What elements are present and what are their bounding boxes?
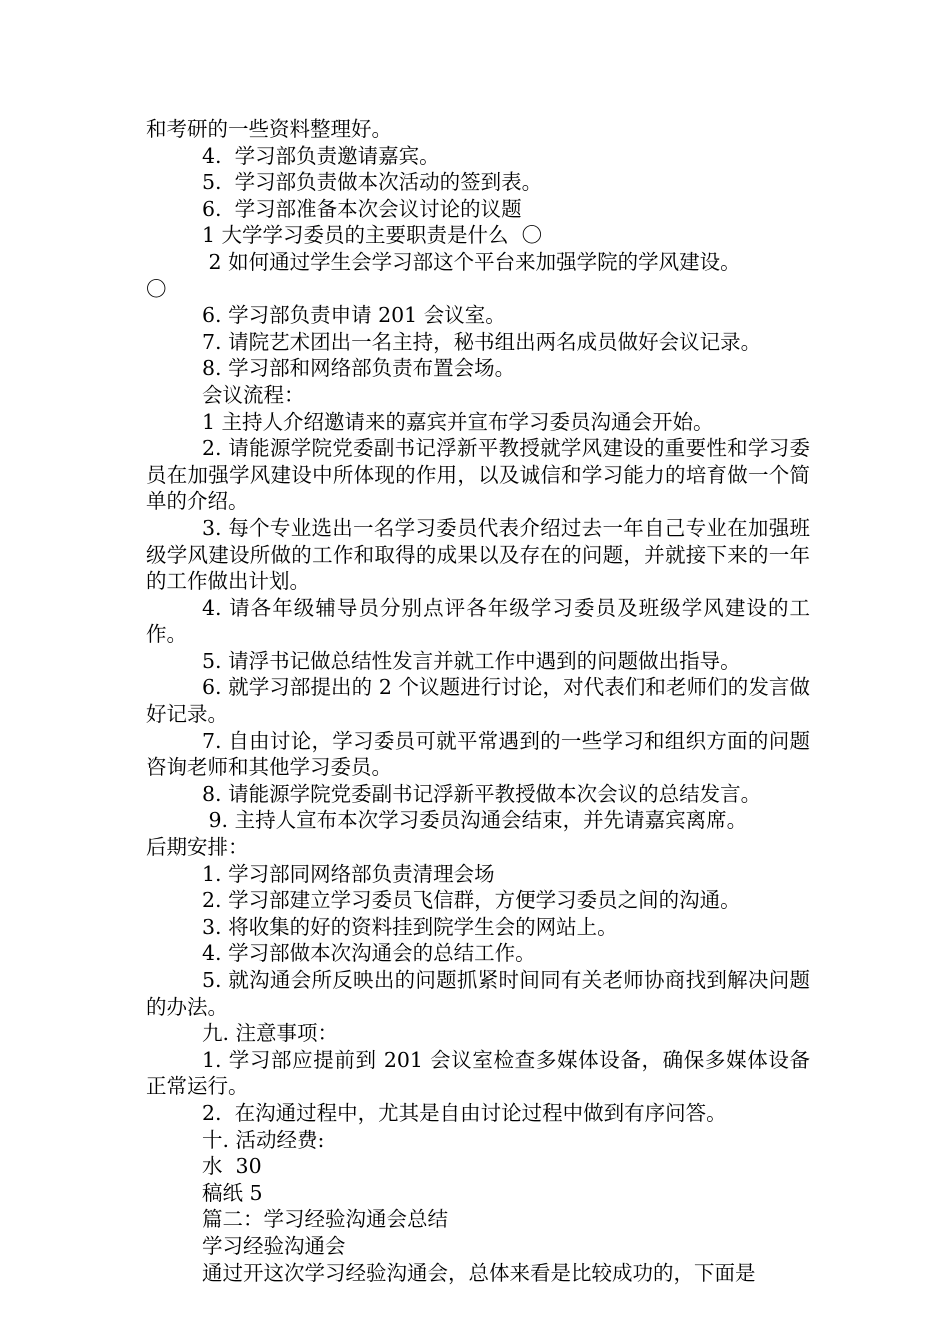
- list-item: 3. 将收集的好的资料挂到院学生会的网站上。: [202, 914, 618, 939]
- paragraph: 7. 自由讨论，学习委员可就平常遇到的一些学习和组织方面的问题咨询老师和其他学习委员。: [146, 728, 810, 780]
- fund-item: 稿纸 5: [202, 1180, 263, 1205]
- list-item: 1. 学习部同网络部负责清理会场: [202, 861, 495, 886]
- part-title: 学习经验沟通会: [202, 1233, 346, 1258]
- text-line: 8. 请能源学院党委副书记浮新平教授做本次会议的总结发言。: [202, 781, 762, 806]
- paragraph: 3. 每个专业选出一名学习委员代表介绍过去一年自己专业在加强班级学风建设所做的工作和取得的成果以及存在的问题，并就接下来的一年的工作做出计划。: [146, 515, 810, 594]
- text-line: 4. 学习部负责邀请嘉宾。: [202, 143, 440, 168]
- text-line: 7. 请院艺术团出一名主持，秘书组出两名成员做好会议记录。: [202, 329, 762, 354]
- fund-item: 水 30: [202, 1154, 262, 1179]
- text-line: 2 如何通过学生会学习部这个平台来加强学院的学风建设。: [202, 249, 741, 274]
- section-heading: 九. 注意事项：: [202, 1021, 339, 1046]
- section-heading: 十. 活动经费:: [202, 1127, 325, 1152]
- text-line: 6. 学习部准备本次会议讨论的议题: [202, 196, 522, 221]
- list-item: 2. 学习部建立学习委员飞信群，方便学习委员之间的沟通。: [202, 888, 741, 913]
- note-item: 1. 学习部应提前到 201 会议室检查多媒体设备，确保多媒体设备正常运行。: [146, 1047, 810, 1099]
- paragraph: 4. 请各年级辅导员分别点评各年级学习委员及班级学风建设的工作。: [146, 595, 810, 647]
- text-line: 〇: [146, 276, 167, 301]
- text-line: 1 大学学习委员的主要职责是什么 〇: [202, 223, 543, 248]
- text-line: 通过开这次学习经验沟通会，总体来看是比较成功的，下面是: [202, 1260, 756, 1285]
- list-item: 5. 就沟通会所反映出的问题抓紧时间同有关老师协商找到解决问题的办法。: [146, 968, 810, 1019]
- text-line: 9. 主持人宣布本次学习委员沟通会结束，并先请嘉宾离席。: [202, 808, 748, 833]
- text-line: 会议流程：: [202, 382, 305, 407]
- text-line: 1 主持人介绍邀请来的嘉宾并宣布学习委员沟通会开始。: [202, 409, 714, 434]
- document-body: [146, 116, 810, 1286]
- text-line: 和考研的一些资料整理好。: [146, 117, 392, 141]
- paragraph: 2. 请能源学院党委副书记浮新平教授就学风建设的重要性和学习委员在加强学风建设中所体现的作用，以及诚信和学习能力的培育做一个简单的介绍。: [146, 436, 810, 514]
- text-line: 6. 学习部负责申请 201 会议室。: [202, 303, 506, 328]
- part-heading: 篇二：学习经验沟通会总结: [202, 1207, 448, 1232]
- section-heading: 后期安排：: [146, 835, 249, 860]
- text-line: 5. 学习部负责做本次活动的签到表。: [202, 170, 543, 195]
- note-item: 2. 在沟通过程中，尤其是自由讨论过程中做到有序问答。: [202, 1100, 727, 1125]
- text-line: 8. 学习部和网络部负责布置会场。: [202, 356, 516, 381]
- paragraph: 6. 就学习部提出的 2 个议题进行讨论，对代表们和老师们的发言做好记录。: [146, 675, 810, 727]
- list-item: 4. 学习部做本次沟通会的总结工作。: [202, 941, 536, 966]
- text-line: 5. 请浮书记做总结性发言并就工作中遇到的问题做出指导。: [202, 648, 741, 673]
